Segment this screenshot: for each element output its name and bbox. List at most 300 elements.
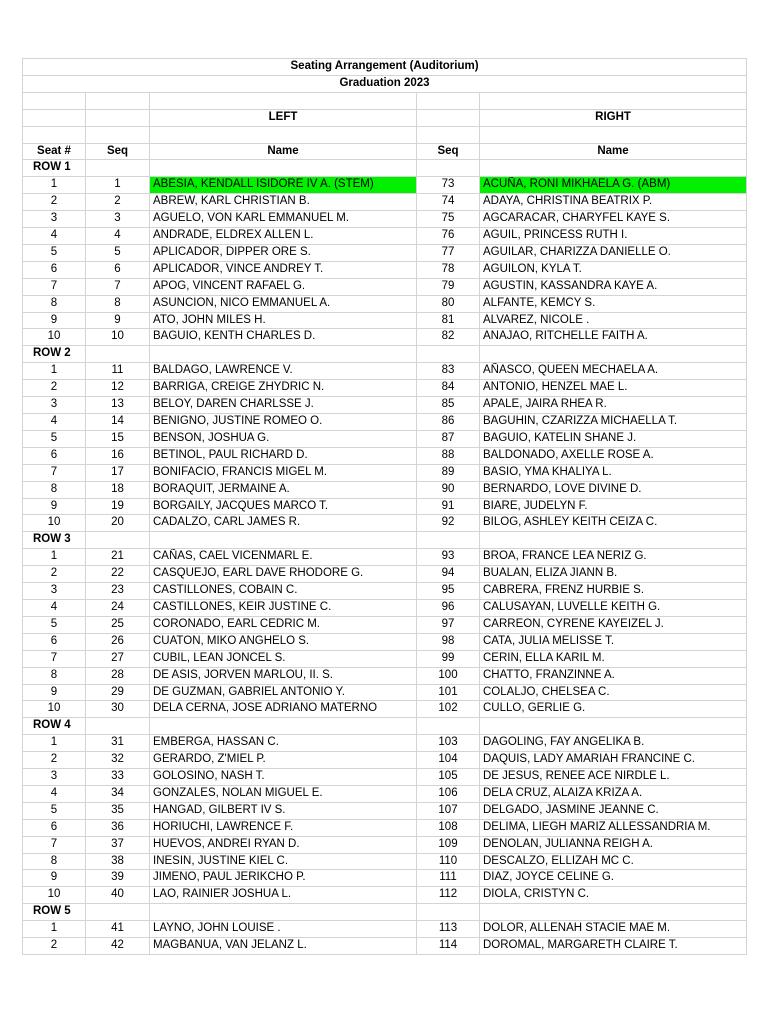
empty-cell — [480, 126, 747, 143]
right-name: DELIMA, LIEGH MARIZ ALLESSANDRIA M. — [480, 819, 747, 836]
right-seq: 96 — [417, 599, 480, 616]
seat-number: 4 — [23, 414, 86, 431]
empty-cell — [417, 126, 480, 143]
seat-number: 3 — [23, 769, 86, 786]
left-name: BELOY, DAREN CHARLSSE J. — [150, 397, 417, 414]
empty-cell — [23, 92, 86, 109]
seat-number: 4 — [23, 228, 86, 245]
right-name: DENOLAN, JULIANNA REIGH A. — [480, 836, 747, 853]
right-seq: 79 — [417, 278, 480, 295]
left-seq: 19 — [86, 498, 150, 515]
right-seq: 110 — [417, 853, 480, 870]
left-seq: 17 — [86, 464, 150, 481]
right-name: AGUILAR, CHARIZZA DANIELLE O. — [480, 244, 747, 261]
right-name: DELA CRUZ, ALAIZA KRIZA A. — [480, 785, 747, 802]
left-seq: 8 — [86, 295, 150, 312]
right-seq: 104 — [417, 752, 480, 769]
left-seq: 29 — [86, 684, 150, 701]
right-name: DELGADO, JASMINE JEANNE C. — [480, 802, 747, 819]
seat-number: 8 — [23, 667, 86, 684]
right-name: AGCARACAR, CHARYFEL KAYE S. — [480, 211, 747, 228]
left-seq: 3 — [86, 211, 150, 228]
seat-number: 10 — [23, 701, 86, 718]
right-seq: 112 — [417, 887, 480, 904]
right-seq: 106 — [417, 785, 480, 802]
right-seq: 80 — [417, 295, 480, 312]
header-seat: Seat # — [23, 143, 86, 160]
seat-number: 8 — [23, 295, 86, 312]
sheet-subtitle: Graduation 2023 — [23, 75, 747, 92]
left-seq: 14 — [86, 414, 150, 431]
table-row — [23, 633, 747, 650]
sheet-title: Seating Arrangement (Auditorium) — [23, 59, 747, 76]
table-row — [23, 464, 747, 481]
right-name: BUALAN, ELIZA JIANN B. — [480, 566, 747, 583]
table-row — [23, 261, 747, 278]
table-row — [23, 397, 747, 414]
right-seq: 77 — [417, 244, 480, 261]
left-name: JIMENO, PAUL JERIKCHO P. — [150, 870, 417, 887]
seat-number: 1 — [23, 177, 86, 194]
left-name: GERARDO, Z'MIEL P. — [150, 752, 417, 769]
left-name: CASTILLONES, KEIR JUSTINE C. — [150, 599, 417, 616]
table-row — [23, 599, 747, 616]
right-seq: 109 — [417, 836, 480, 853]
left-seq: 38 — [86, 853, 150, 870]
empty-cell — [417, 109, 480, 126]
empty-cell — [86, 904, 150, 921]
left-seq: 28 — [86, 667, 150, 684]
row-group-label-row — [23, 346, 747, 363]
right-name: ANAJAO, RITCHELLE FAITH A. — [480, 329, 747, 346]
left-name: CUATON, MIKO ANGHELO S. — [150, 633, 417, 650]
right-seq: 111 — [417, 870, 480, 887]
section-left-label: LEFT — [150, 109, 417, 126]
seat-number: 10 — [23, 329, 86, 346]
row-group-label: ROW 1 — [23, 160, 86, 177]
empty-cell — [480, 160, 747, 177]
seat-number: 7 — [23, 278, 86, 295]
right-seq: 93 — [417, 549, 480, 566]
empty-cell — [86, 160, 150, 177]
row-group-label-row — [23, 160, 747, 177]
table-row — [23, 414, 747, 431]
empty-cell — [417, 532, 480, 549]
right-seq: 113 — [417, 921, 480, 938]
right-seq: 86 — [417, 414, 480, 431]
left-seq: 31 — [86, 735, 150, 752]
left-name: CASQUEJO, EARL DAVE RHODORE G. — [150, 566, 417, 583]
seat-number: 7 — [23, 836, 86, 853]
table-row — [23, 887, 747, 904]
header-row — [23, 143, 747, 160]
right-seq: 76 — [417, 228, 480, 245]
table-row — [23, 498, 747, 515]
right-name: DIOLA, CRISTYN C. — [480, 887, 747, 904]
spacer-row — [23, 126, 747, 143]
right-seq: 85 — [417, 397, 480, 414]
left-seq: 36 — [86, 819, 150, 836]
section-row — [23, 109, 747, 126]
left-seq: 16 — [86, 447, 150, 464]
left-seq: 32 — [86, 752, 150, 769]
left-name: CORONADO, EARL CEDRIC M. — [150, 616, 417, 633]
empty-cell — [23, 109, 86, 126]
seat-number: 3 — [23, 211, 86, 228]
seat-number: 6 — [23, 819, 86, 836]
table-row — [23, 769, 747, 786]
table-row — [23, 194, 747, 211]
empty-cell — [86, 109, 150, 126]
seat-number: 4 — [23, 599, 86, 616]
seat-number: 9 — [23, 312, 86, 329]
right-seq: 102 — [417, 701, 480, 718]
right-seq: 108 — [417, 819, 480, 836]
left-seq: 39 — [86, 870, 150, 887]
empty-cell — [150, 532, 417, 549]
left-seq: 11 — [86, 363, 150, 380]
table-row — [23, 921, 747, 938]
left-name: EMBERGA, HASSAN C. — [150, 735, 417, 752]
right-seq: 90 — [417, 481, 480, 498]
header-right-name: Name — [480, 143, 747, 160]
table-row — [23, 819, 747, 836]
empty-cell — [417, 904, 480, 921]
seat-number: 1 — [23, 549, 86, 566]
empty-cell — [417, 160, 480, 177]
seat-number: 10 — [23, 887, 86, 904]
left-seq: 6 — [86, 261, 150, 278]
seat-number: 4 — [23, 785, 86, 802]
empty-cell — [417, 718, 480, 735]
right-seq: 84 — [417, 380, 480, 397]
seat-number: 7 — [23, 650, 86, 667]
right-seq: 100 — [417, 667, 480, 684]
table-row — [23, 549, 747, 566]
right-seq: 97 — [417, 616, 480, 633]
seat-number: 5 — [23, 802, 86, 819]
left-name: ATO, JOHN MILES H. — [150, 312, 417, 329]
table-row — [23, 380, 747, 397]
left-seq: 10 — [86, 329, 150, 346]
left-name: CADALZO, CARL JAMES R. — [150, 515, 417, 532]
left-seq: 21 — [86, 549, 150, 566]
right-seq: 95 — [417, 583, 480, 600]
seat-number: 3 — [23, 397, 86, 414]
left-name: BENSON, JOSHUA G. — [150, 430, 417, 447]
right-name: BASIO, YMA KHALIYA L. — [480, 464, 747, 481]
left-name: GOLOSINO, NASH T. — [150, 769, 417, 786]
seat-number: 8 — [23, 481, 86, 498]
left-name: BETINOL, PAUL RICHARD D. — [150, 447, 417, 464]
left-name: BALDAGO, LAWRENCE V. — [150, 363, 417, 380]
right-name: CARREON, CYRENE KAYEIZEL J. — [480, 616, 747, 633]
right-name: CALUSAYAN, LUVELLE KEITH G. — [480, 599, 747, 616]
empty-cell — [480, 532, 747, 549]
seat-number: 5 — [23, 244, 86, 261]
right-name: BERNARDO, LOVE DIVINE D. — [480, 481, 747, 498]
left-name: HUEVOS, ANDREI RYAN D. — [150, 836, 417, 853]
table-row — [23, 616, 747, 633]
left-seq: 23 — [86, 583, 150, 600]
right-seq: 92 — [417, 515, 480, 532]
left-name: DELA CERNA, JOSE ADRIANO MATERNO — [150, 701, 417, 718]
right-seq: 103 — [417, 735, 480, 752]
right-seq: 78 — [417, 261, 480, 278]
right-seq: 87 — [417, 430, 480, 447]
right-name: DOLOR, ALLENAH STACIE MAE M. — [480, 921, 747, 938]
left-name: HORIUCHI, LAWRENCE F. — [150, 819, 417, 836]
table-row — [23, 802, 747, 819]
right-seq: 114 — [417, 938, 480, 955]
empty-cell — [86, 532, 150, 549]
header-left-seq: Seq — [86, 143, 150, 160]
right-name: CABRERA, FRENZ HURBIE S. — [480, 583, 747, 600]
left-name: ANDRADE, ELDREX ALLEN L. — [150, 228, 417, 245]
empty-cell — [150, 92, 417, 109]
left-seq: 18 — [86, 481, 150, 498]
seat-number: 8 — [23, 853, 86, 870]
subtitle-row — [23, 75, 747, 92]
table-row — [23, 785, 747, 802]
left-name: DE ASIS, JORVEN MARLOU, II. S. — [150, 667, 417, 684]
seat-number: 5 — [23, 616, 86, 633]
right-name: CHATTO, FRANZINNE A. — [480, 667, 747, 684]
left-name: GONZALES, NOLAN MIGUEL E. — [150, 785, 417, 802]
right-name: CATA, JULIA MELISSE T. — [480, 633, 747, 650]
left-name: BENIGNO, JUSTINE ROMEO O. — [150, 414, 417, 431]
right-seq: 105 — [417, 769, 480, 786]
right-name: DAQUIS, LADY AMARIAH FRANCINE C. — [480, 752, 747, 769]
left-seq: 30 — [86, 701, 150, 718]
right-name: AÑASCO, QUEEN MECHAELA A. — [480, 363, 747, 380]
left-name: HANGAD, GILBERT IV S. — [150, 802, 417, 819]
left-seq: 41 — [86, 921, 150, 938]
right-name: CERIN, ELLA KARIL M. — [480, 650, 747, 667]
empty-cell — [480, 718, 747, 735]
title-row — [23, 59, 747, 76]
right-name: ALVAREZ, NICOLE . — [480, 312, 747, 329]
table-row — [23, 177, 747, 194]
seat-number: 3 — [23, 583, 86, 600]
left-name: ABESIA, KENDALL ISIDORE IV A. (STEM) — [150, 177, 417, 194]
empty-cell — [480, 92, 747, 109]
left-name: BONIFACIO, FRANCIS MIGEL M. — [150, 464, 417, 481]
left-seq: 34 — [86, 785, 150, 802]
table-row — [23, 583, 747, 600]
right-name: DAGOLING, FAY ANGELIKA B. — [480, 735, 747, 752]
right-name: BROA, FRANCE LEA NERIZ G. — [480, 549, 747, 566]
right-name: CULLO, GERLIE G. — [480, 701, 747, 718]
seat-number: 2 — [23, 938, 86, 955]
table-row — [23, 312, 747, 329]
seat-number: 10 — [23, 515, 86, 532]
table-row — [23, 667, 747, 684]
left-name: INESIN, JUSTINE KIEL C. — [150, 853, 417, 870]
left-seq: 2 — [86, 194, 150, 211]
left-name: DE GUZMAN, GABRIEL ANTONIO Y. — [150, 684, 417, 701]
right-name: ACUÑA, RONI MIKHAELA G. (ABM) — [480, 177, 747, 194]
right-name: ALFANTE, KEMCY S. — [480, 295, 747, 312]
right-name: APALE, JAIRA RHEA R. — [480, 397, 747, 414]
right-name: ADAYA, CHRISTINA BEATRIX P. — [480, 194, 747, 211]
left-name: CUBIL, LEAN JONCEL S. — [150, 650, 417, 667]
table-row — [23, 481, 747, 498]
table-row — [23, 329, 747, 346]
left-name: CAÑAS, CAEL VICENMARL E. — [150, 549, 417, 566]
seating-table-body — [23, 59, 747, 955]
right-name: BILOG, ASHLEY KEITH CEIZA C. — [480, 515, 747, 532]
empty-cell — [23, 126, 86, 143]
right-name: DIAZ, JOYCE CELINE G. — [480, 870, 747, 887]
empty-cell — [86, 126, 150, 143]
left-name: BORGAILY, JACQUES MARCO T. — [150, 498, 417, 515]
right-seq: 94 — [417, 566, 480, 583]
seat-number: 9 — [23, 870, 86, 887]
left-seq: 22 — [86, 566, 150, 583]
left-seq: 35 — [86, 802, 150, 819]
table-row — [23, 211, 747, 228]
left-name: MAGBANUA, VAN JELANZ L. — [150, 938, 417, 955]
empty-cell — [86, 346, 150, 363]
right-seq: 82 — [417, 329, 480, 346]
empty-cell — [86, 718, 150, 735]
seat-number: 1 — [23, 735, 86, 752]
left-name: ASUNCION, NICO EMMANUEL A. — [150, 295, 417, 312]
table-row — [23, 363, 747, 380]
table-row — [23, 870, 747, 887]
right-name: BALDONADO, AXELLE ROSE A. — [480, 447, 747, 464]
seat-number: 5 — [23, 430, 86, 447]
left-name: BAGUIO, KENTH CHARLES D. — [150, 329, 417, 346]
left-seq: 15 — [86, 430, 150, 447]
left-seq: 42 — [86, 938, 150, 955]
left-name: APOG, VINCENT RAFAEL G. — [150, 278, 417, 295]
table-row — [23, 684, 747, 701]
table-row — [23, 244, 747, 261]
seat-number: 1 — [23, 921, 86, 938]
right-name: ANTONIO, HENZEL MAE L. — [480, 380, 747, 397]
right-seq: 74 — [417, 194, 480, 211]
left-seq: 20 — [86, 515, 150, 532]
table-row — [23, 650, 747, 667]
seat-number: 6 — [23, 261, 86, 278]
right-name: AGUIL, PRINCESS RUTH I. — [480, 228, 747, 245]
table-row — [23, 735, 747, 752]
right-seq: 99 — [417, 650, 480, 667]
right-seq: 98 — [417, 633, 480, 650]
right-seq: 81 — [417, 312, 480, 329]
right-seq: 88 — [417, 447, 480, 464]
right-name: AGUSTIN, KASSANDRA KAYE A. — [480, 278, 747, 295]
table-row — [23, 853, 747, 870]
seat-number: 2 — [23, 194, 86, 211]
left-name: CASTILLONES, COBAIN C. — [150, 583, 417, 600]
left-seq: 25 — [86, 616, 150, 633]
left-seq: 1 — [86, 177, 150, 194]
right-seq: 75 — [417, 211, 480, 228]
row-group-label-row — [23, 532, 747, 549]
empty-cell — [150, 346, 417, 363]
empty-cell — [417, 92, 480, 109]
left-seq: 5 — [86, 244, 150, 261]
left-seq: 12 — [86, 380, 150, 397]
seat-number: 2 — [23, 566, 86, 583]
table-row — [23, 836, 747, 853]
seat-number: 7 — [23, 464, 86, 481]
seat-number: 1 — [23, 363, 86, 380]
left-seq: 7 — [86, 278, 150, 295]
left-seq: 26 — [86, 633, 150, 650]
empty-cell — [150, 126, 417, 143]
right-seq: 101 — [417, 684, 480, 701]
right-seq: 83 — [417, 363, 480, 380]
table-row — [23, 701, 747, 718]
seat-number: 2 — [23, 380, 86, 397]
seat-number: 6 — [23, 447, 86, 464]
right-name: BIARE, JUDELYN F. — [480, 498, 747, 515]
seat-number: 9 — [23, 498, 86, 515]
left-seq: 40 — [86, 887, 150, 904]
empty-cell — [150, 904, 417, 921]
table-row — [23, 447, 747, 464]
row-group-label-row — [23, 718, 747, 735]
left-name: ABREW, KARL CHRISTIAN B. — [150, 194, 417, 211]
empty-cell — [480, 346, 747, 363]
table-row — [23, 228, 747, 245]
table-row — [23, 752, 747, 769]
right-seq: 89 — [417, 464, 480, 481]
seat-number: 9 — [23, 684, 86, 701]
empty-cell — [150, 160, 417, 177]
section-right-label: RIGHT — [480, 109, 747, 126]
seat-number: 2 — [23, 752, 86, 769]
right-name: AGUILON, KYLA T. — [480, 261, 747, 278]
left-name: BARRIGA, CREIGE ZHYDRIC N. — [150, 380, 417, 397]
right-name: BAGUIO, KATELIN SHANE J. — [480, 430, 747, 447]
empty-cell — [480, 904, 747, 921]
empty-cell — [417, 346, 480, 363]
left-name: LAO, RAINIER JOSHUA L. — [150, 887, 417, 904]
table-row — [23, 938, 747, 955]
left-name: APLICADOR, VINCE ANDREY T. — [150, 261, 417, 278]
left-name: BORAQUIT, JERMAINE A. — [150, 481, 417, 498]
seat-number: 6 — [23, 633, 86, 650]
row-group-label: ROW 4 — [23, 718, 86, 735]
left-seq: 27 — [86, 650, 150, 667]
left-seq: 24 — [86, 599, 150, 616]
seating-table — [22, 58, 747, 955]
table-row — [23, 295, 747, 312]
left-seq: 4 — [86, 228, 150, 245]
right-seq: 91 — [417, 498, 480, 515]
right-name: DESCALZO, ELLIZAH MC C. — [480, 853, 747, 870]
table-row — [23, 566, 747, 583]
right-name: DE JESUS, RENEE ACE NIRDLE L. — [480, 769, 747, 786]
left-seq: 37 — [86, 836, 150, 853]
left-name: AGUELO, VON KARL EMMANUEL M. — [150, 211, 417, 228]
header-right-seq: Seq — [417, 143, 480, 160]
left-seq: 33 — [86, 769, 150, 786]
left-seq: 13 — [86, 397, 150, 414]
table-row — [23, 430, 747, 447]
empty-cell — [86, 92, 150, 109]
row-group-label: ROW 2 — [23, 346, 86, 363]
right-name: DOROMAL, MARGARETH CLAIRE T. — [480, 938, 747, 955]
right-name: BAGUHIN, CZARIZZA MICHAELLA T. — [480, 414, 747, 431]
table-row — [23, 278, 747, 295]
empty-cell — [150, 718, 417, 735]
